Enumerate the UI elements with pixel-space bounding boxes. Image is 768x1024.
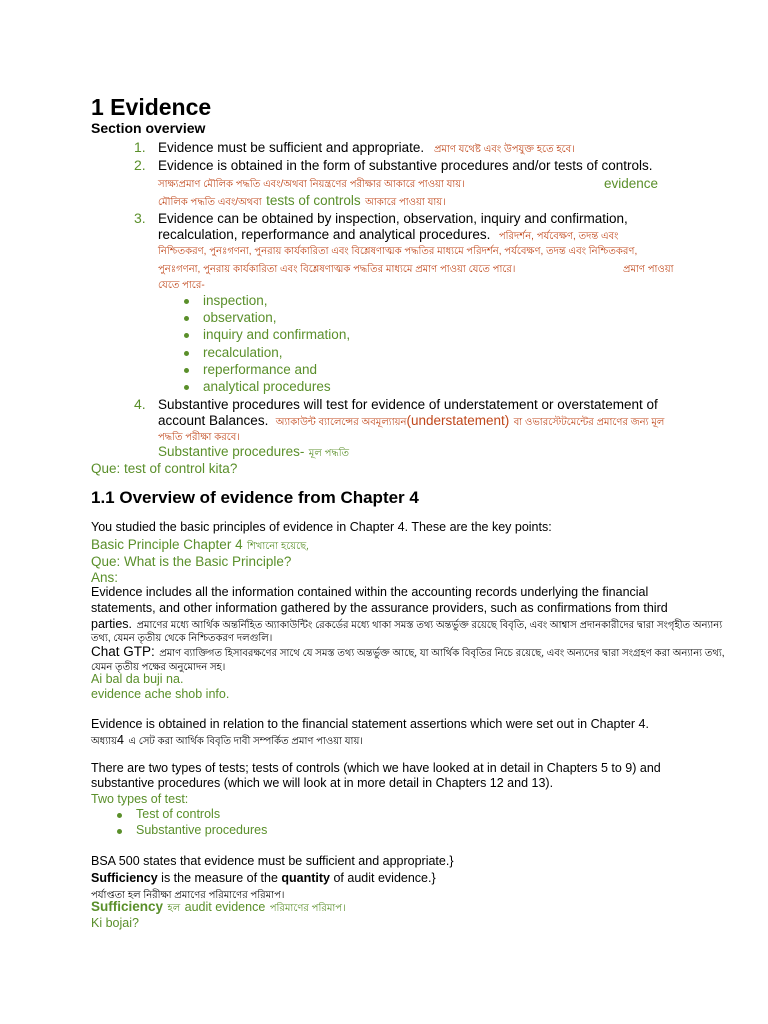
two-types-label: Two types of test:: [91, 792, 189, 806]
item-1-bn: প্রমাণ যথেষ্ট এবং উপযুক্ত হতে হবে।: [433, 144, 575, 155]
item-4-under: (understatement): [406, 413, 510, 428]
item-2-number: 2.: [134, 157, 146, 173]
question-test-of-control: Que: test of control kita?: [91, 461, 238, 476]
basic-principle-bn: শিখানো হয়েছে,: [247, 541, 309, 552]
item-1-text: [158, 139, 575, 158]
item-4-bn-a: অ্যাকাউন্ট ব্যালেন্সের অবমূল্যায়ন: [275, 417, 407, 428]
item-3-bn-d: প্রমাণ পাওয়া: [623, 264, 674, 275]
item-2-bn1: সাক্ষ্যপ্রমাণ মৌলিক পদ্ধতি এবং/অথবা নিয়ন্ত্রণের পরীক্ষার আকারে পাওয়া যায়।: [158, 179, 465, 190]
chatgpt-bn-b: যেমন তৃতীয় পক্ষের অনুমোদন সহ।: [91, 662, 226, 673]
para1-line3-en: parties.: [91, 617, 132, 631]
item-3-bn-e: যেতে পারে-: [158, 280, 205, 291]
section-heading: 1.1 Overview of evidence from Chapter 4: [91, 488, 419, 507]
test-types-list: [114, 806, 267, 838]
item-3-line1: Evidence can be obtained by inspection, observation, inquiry and confirmation,: [158, 211, 628, 226]
list-item: Substantive procedures: [114, 822, 267, 838]
item-2-tests: tests of controls: [266, 193, 361, 208]
answer-label: Ans:: [91, 570, 119, 585]
item-2-bn2a: মৌলিক পদ্ধতি এবং/অথবা: [158, 197, 262, 208]
sufficiency-end: of audit evidence.}: [333, 871, 436, 885]
list-item: reperformance and: [181, 361, 350, 378]
ki-bojai-note: Ki bojai?: [91, 916, 139, 930]
para1-bn-b: তথ্য, যেমন তৃতীয় থেকে নিশ্চিতকরণ দলগুলি।: [91, 633, 273, 644]
chatgpt-label: Chat GTP:: [91, 644, 155, 659]
para2-num: 4: [116, 733, 124, 747]
para2-bn-a: অধ্যায়: [91, 736, 117, 747]
list-item: recalculation,: [181, 344, 350, 361]
question-basic-principle: Que: What is the Basic Principle?: [91, 554, 292, 569]
list-item: inspection,: [181, 292, 350, 309]
page-title: 1 Evidence: [91, 94, 212, 120]
item-4-line2: [158, 412, 664, 432]
sufficiency-term: Sufficiency: [91, 871, 158, 885]
item-3-bn-c: পুনঃগণনা, পুনরায় কার্যকারিতা এবং বিশ্লেষণাত্মক পদ্ধতির মাধ্যমে প্রমাণ পাওয়া যেতে পারে।: [158, 264, 516, 275]
isa-statement: BSA 500 states that evidence must be sufficient and appropriate.}: [91, 854, 454, 868]
intro-text: You studied the basic principles of evidence in Chapter 4. These are the key points:: [91, 520, 552, 534]
item-4-line2-en: account Balances.: [158, 413, 269, 428]
sufficiency-green-bn-a: হল: [167, 903, 181, 914]
item-4-number: 4.: [134, 396, 146, 412]
item-4-sub-en: Substantive procedures-: [158, 444, 305, 459]
item-4-bn-c: পদ্ধতি পরীক্ষা করবে।: [158, 432, 240, 443]
para2-bn-b: এ সেট করা আর্থিক বিবৃতি দাবী সম্পর্কিত প্রমাণ পাওয়া যায়।: [128, 736, 363, 747]
item-3-bn-a: পরিদর্শন, পর্যবেক্ষণ, তদন্ত এবং: [498, 231, 619, 242]
sufficiency-definition: [91, 870, 436, 887]
list-item: inquiry and confirmation,: [181, 326, 350, 343]
item-4-bn-b: বা ওভারস্টেটমেন্টের প্রমাণের জন্য মূল: [513, 417, 665, 428]
sufficiency-mid: is the measure of the: [161, 871, 278, 885]
item-3-bn-b: নিশ্চিতকরণ, পুনঃগণনা, পুনরায় কার্যকারিতা এবং বিশ্লেষণাত্মক পদ্ধতির মাধ্যমে পরিদর্শন, পর্যবেক্ষণ, তদন্ত এবং নিশ্চিতকরণ,: [158, 246, 638, 257]
item-1-en: Evidence must be sufficient and appropriate.: [158, 140, 425, 155]
item-1-number: 1.: [134, 139, 146, 155]
para2-bn: [91, 731, 363, 751]
ai-bal-note: Ai bal da buji na.: [91, 672, 184, 686]
item-2-bn2b: আকারে পাওয়া যায়।: [365, 197, 446, 208]
item-3-line2-en: recalculation, reperformance and analytical procedures.: [158, 227, 491, 242]
basic-principle-en: Basic Principle Chapter 4: [91, 537, 243, 552]
sufficiency-green-term: Sufficiency: [91, 899, 164, 914]
para2: Evidence is obtained in relation to the financial statement assertions which were set out in Chapter 4.: [91, 717, 649, 731]
chatgpt-bn-a: প্রমাণ ব্যাক্তিগত হিসাবরক্ষণের সাথে যে সমস্ত তথ্য অন্তর্ভুক্ত আছে, যা আর্থিক বিবৃতির নিচে রয়েছে, এবং অন্যদের দ্বারা সংগ্রহণ করা অন্যান্য তথ্য,: [159, 648, 725, 659]
methods-list: [181, 292, 350, 395]
item-3-number: 3.: [134, 210, 146, 226]
evidence-ache-note: evidence ache shob info.: [91, 687, 230, 701]
para1-bn-a: প্রমাণের মধ্যে আর্থিক অন্তর্নিহিত অ্যাকাউন্টিং রেকর্ডের মধ্যে থাকা সমস্ত তথ্য অন্তর্ভুক্ত রয়েছে বিবৃতি, এবং আশ্বাস প্রদানকারীদের দ্বারা সংগৃহীত অন্যান্য: [136, 620, 723, 631]
item-4-line1: Substantive procedures will test for evidence of understatement or overstatement of: [158, 397, 658, 412]
para1-line1: Evidence includes all the information contained within the accounting records underlying the financial: [91, 585, 649, 599]
sufficiency-green-en: audit evidence: [184, 900, 266, 914]
list-item: analytical procedures: [181, 378, 350, 395]
sufficiency-bn: পর্যাপ্ততা হল নিরীক্ষা প্রমাণের পরিমাণের পরিমাপ।: [91, 890, 285, 901]
section-overview-heading: Section overview: [91, 120, 206, 136]
item-2-evidence: evidence: [604, 176, 659, 191]
list-item: Test of controls: [114, 806, 267, 822]
para1-line2: statements, and other information gathered by the assurance providers, such as confirmations from third: [91, 601, 668, 615]
sufficiency-green-bn-b: পরিমাণের পরিমাপ।: [269, 903, 346, 914]
item-3-line2: [158, 226, 618, 246]
item-4-sub-bn: মূল পদ্ধতি: [308, 448, 350, 459]
list-item: observation,: [181, 309, 350, 326]
item-2-text: Evidence is obtained in the form of substantive procedures and/or tests of controls.: [158, 158, 653, 173]
item-2-line3: [158, 192, 446, 212]
para3-line1: There are two types of tests; tests of controls (which we have looked at in detail in Chapters 5 to 9) and: [91, 761, 661, 775]
para3-line2: substantive procedures (which we will look at in more detail in Chapters 12 and 13).: [91, 776, 554, 790]
quantity-term: quantity: [281, 871, 330, 885]
